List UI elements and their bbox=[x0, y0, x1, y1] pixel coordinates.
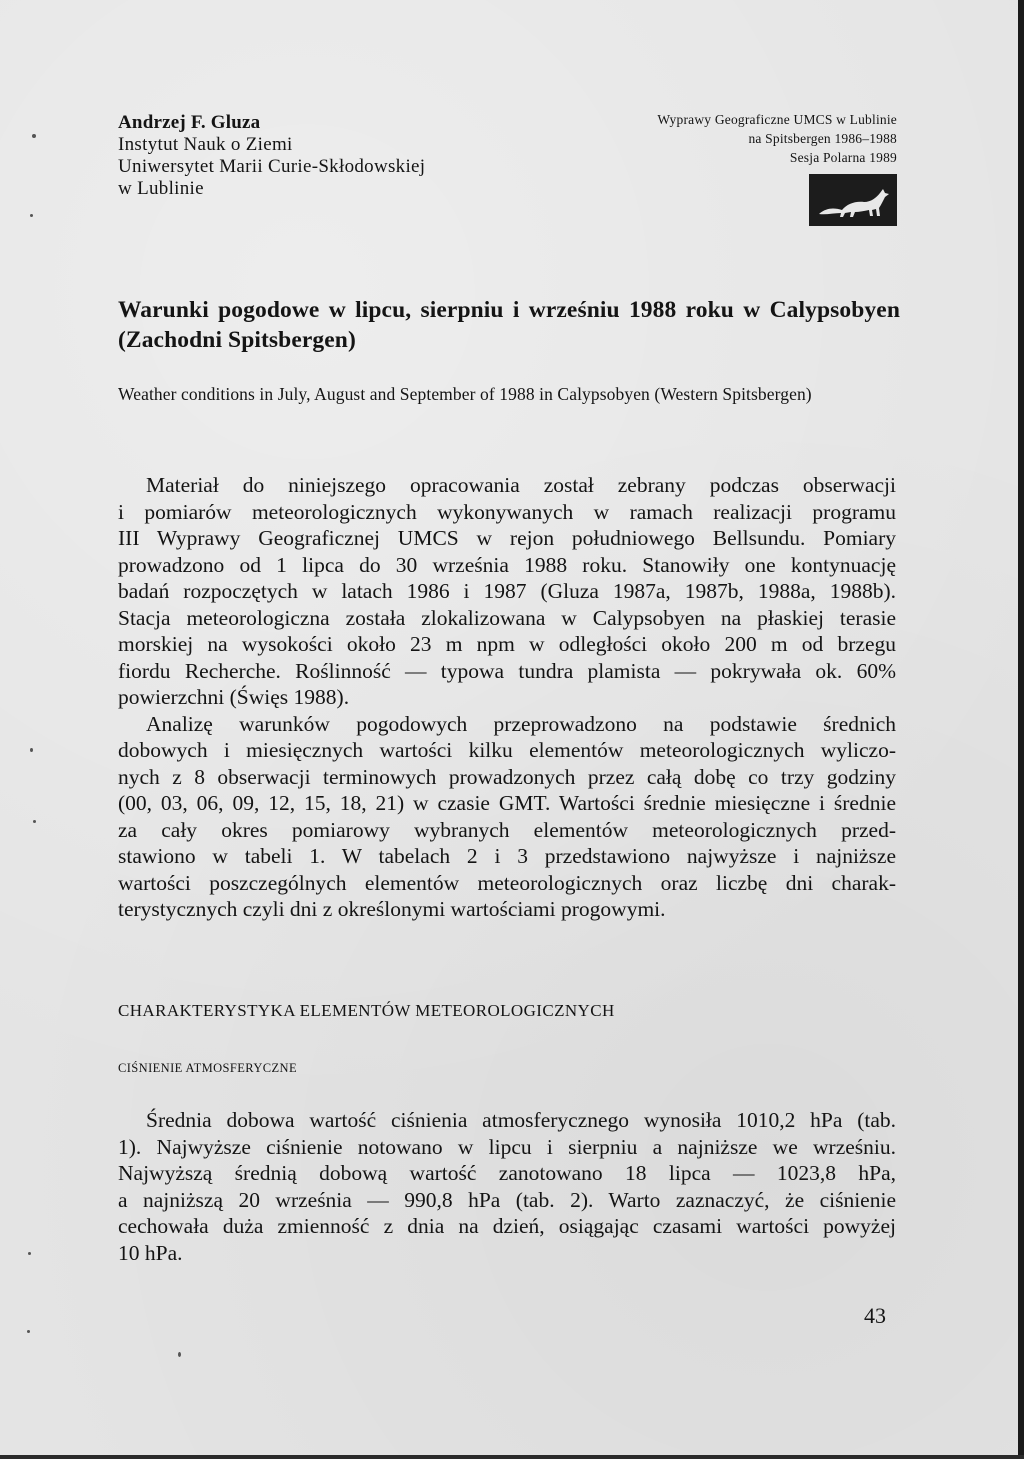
text-line: Stacja meteorologiczna została zlokalizowana w Calypsobyen na płaskiej terasie bbox=[118, 605, 896, 630]
body-text-introduction bbox=[118, 472, 896, 923]
text-line: prowadzono od 1 lipca do 30 września 1988 roku. Stanowiły one kontynuację bbox=[118, 552, 896, 577]
text-line: nych z 8 obserwacji terminowych prowadzonych przez całą dobę co trzy godziny bbox=[118, 764, 896, 789]
text-line: III Wyprawy Geograficznej UMCS w rejon południowego Bellsundu. Pomiary bbox=[118, 526, 896, 550]
author-affiliation-institute: Instytut Nauk o Ziemi bbox=[118, 134, 293, 155]
text-line: badań rozpoczętych w latach 1986 i 1987 (Gluza 1987a, 1987b, 1988a, 1988b). bbox=[118, 579, 896, 603]
scan-edge-right bbox=[1018, 0, 1024, 1459]
series-block bbox=[657, 110, 897, 167]
text-line: 10 hPa. bbox=[118, 1240, 183, 1265]
article-subtitle-english: Weather conditions in July, August and September of 1988 in Calypsobyen (Western Spitsbergen) bbox=[118, 384, 812, 404]
article-title-line-2: (Zachodni Spitsbergen) bbox=[118, 327, 356, 353]
text-line: a najniższą 20 września — 990,8 hPa (tab. 2). Warto zaznaczyć, że ciśnienie bbox=[118, 1187, 896, 1212]
author-name: Andrzej F. Gluza bbox=[118, 112, 261, 133]
series-line-expeditions: Wyprawy Geograficzne UMCS w Lublinie bbox=[657, 112, 897, 127]
text-line: Materiał do niniejszego opracowania został zebrany podczas obserwacji bbox=[146, 473, 896, 497]
author-block bbox=[118, 112, 425, 200]
text-line: cechowała duża zmienność z dnia na dzień, osiągając czasami wartości powyżej bbox=[118, 1214, 896, 1238]
subsection-heading: CIŚNIENIE ATMOSFERYCZNE bbox=[118, 1061, 298, 1075]
text-line: (00, 03, 06, 09, 12, 15, 18, 21) w czasie GMT. Wartości średnie miesięczne i średnie bbox=[118, 791, 896, 815]
author-affiliation-university: Uniwersytet Marii Curie-Skłodowskiej bbox=[118, 156, 426, 177]
text-line: i pomiarów meteorologicznych wykonywanych w ramach realizacji programu bbox=[118, 499, 896, 524]
author-affiliation-city: w Lublinie bbox=[118, 178, 204, 199]
text-line: powierzchni (Święs 1988). bbox=[118, 685, 350, 709]
paragraph-analysis bbox=[118, 711, 896, 923]
scan-edge-bottom bbox=[0, 1455, 1024, 1459]
arctic-fox-icon bbox=[809, 174, 897, 226]
series-line-session: Sesja Polarna 1989 bbox=[789, 150, 897, 165]
series-line-years: na Spitsbergen 1986–1988 bbox=[748, 131, 897, 146]
text-line: morskiej na wysokości około 23 m npm w odległości około 200 m od brzegu bbox=[118, 632, 896, 656]
body-text-pressure bbox=[118, 1107, 896, 1266]
paragraph-pressure bbox=[118, 1107, 896, 1266]
text-line: fiordu Recherche. Roślinność — typowa tundra plamista — pokrywała ok. 60% bbox=[118, 658, 896, 683]
text-line: Analizę warunków pogodowych przeprowadzono na podstawie średnich bbox=[146, 711, 896, 736]
page-number: 43 bbox=[864, 1303, 886, 1328]
text-line: Średnia dobowa wartość ciśnienia atmosferycznego wynosiła 1010,2 hPa (tab. bbox=[146, 1108, 896, 1132]
text-line: stawiono w tabeli 1. W tabelach 2 i 3 przedstawiono najwyższe i najniższe bbox=[118, 844, 896, 868]
section-heading: CHARAKTERYSTYKA ELEMENTÓW METEOROLOGICZNYCH bbox=[118, 1001, 615, 1020]
text-line: terystycznych czyli dni z określonymi wartościami progowymi. bbox=[118, 897, 666, 921]
text-line: dobowych i miesięcznych wartości kilku elementów meteorologicznych wyliczo- bbox=[118, 738, 896, 762]
article-title-line-1: Warunki pogodowe w lipcu, sierpniu i wrześniu 1988 roku w Calypsobyen bbox=[118, 297, 900, 323]
text-line: 1). Najwyższe ciśnienie notowano w lipcu i sierpniu a najniższe we wrześniu. bbox=[118, 1134, 896, 1159]
paragraph-materials bbox=[118, 472, 896, 711]
text-line: wartości poszczególnych elementów meteorologicznych oraz liczbę dni charak- bbox=[118, 870, 896, 895]
article-title bbox=[118, 295, 900, 355]
text-line: Najwyższą średnią dobową wartość zanotowano 18 lipca — 1023,8 hPa, bbox=[118, 1161, 896, 1185]
text-line: za cały okres pomiarowy wybranych elementów meteorologicznych przed- bbox=[118, 817, 896, 842]
